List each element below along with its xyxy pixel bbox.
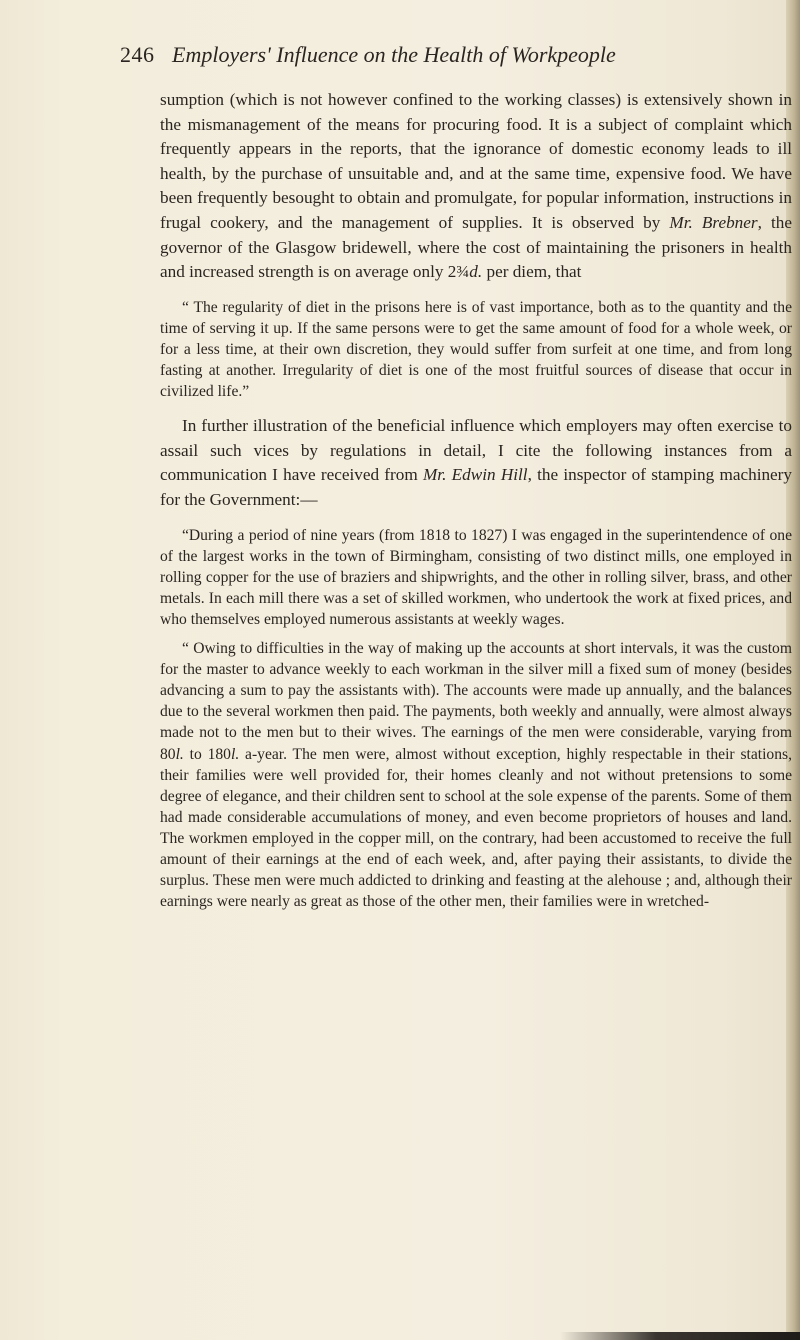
text-run: “During a period of nine years (from 1818 to 1827) I was engaged in the superintendence of one of the largest works in the town of Birmingham, consisting of two distinct mills, one employed in rolling copper for the use of braziers and shipwrights, and the other in rolling silver, brass, and other metals. In each mill there was a set of skilled workmen, who undertook the work at fixed prices, and who themselves employed numerous assistants at weekly wages.: [160, 526, 792, 628]
paragraph-gap: [160, 630, 792, 638]
text-run: , the inspector of stamping machinery for the Government:—: [160, 465, 793, 509]
quoted-paragraph: [160, 638, 792, 912]
body-paragraph: [160, 88, 792, 285]
text-run: per diem, that: [482, 262, 582, 282]
italic-text: d.: [469, 262, 483, 282]
text-run: “ The regularity of diet in the prisons here is of vast importance, both as to the quantity and the time of serving it up. If the same persons were to get the same amount of food for a whole week, or for a less time, at their own discretion, they would suffer from surfeit at one time, and from long fasting at another. Irregularity of diet is one of the most fruitful sources of disease that occur in civilized life.”: [160, 298, 792, 401]
text-run: to 180: [183, 745, 231, 763]
quoted-paragraph: [160, 525, 792, 630]
page-number: 246: [120, 42, 155, 67]
text-run: , the governor of the Glasgow bridewell, where the cost of maintaining the prisoners in health and increased strength is on average only 2¾: [160, 212, 793, 282]
italic-text: Mr. Edwin Hill: [422, 465, 528, 485]
text-column: [160, 88, 792, 912]
paragraph-gap: [160, 402, 792, 414]
text-run: “ Owing to difficulties in the way of making up the accounts at short intervals, it was the custom for the master to advance weekly to each workman in the silver mill a fixed sum of money (besides advancing a sum to pay the assistants with). The accounts were made up annually, and the balances due to the several workmen then paid. The payments, both weekly and annually, were almost always made not to the men but to their wives. The earnings of the men were considerable, varying from 80: [160, 640, 792, 763]
italic-text: Mr. Brebner: [669, 212, 758, 232]
quoted-paragraph: [160, 297, 792, 402]
running-head: [120, 40, 680, 70]
text-run: a-year. The men were, almost without exception, highly respectable in their stations, their families were well provided for, their homes cleanly and not without pretensions to some degree of elegance, and their children sent to school at the sole expense of the parents. Some of them had made considerable accumulations of money, and even become proprietors of houses and land. The workmen employed in the copper mill, on the contrary, had been accustomed to receive the full amount of their earnings at the end of each week, and, after paying their assistants, to divide the surplus. These men were much addicted to drinking and feasting at the alehouse ; and, although their earnings were nearly as great as those of the other men, their families were in wretched-: [160, 745, 792, 911]
italic-text: l.: [230, 745, 240, 763]
text-run: In further illustration of the beneficial influence which employers may often exercise to assail such vices by regulations in detail, I cite the following instances from a communication I have received from: [160, 416, 792, 485]
paragraph-gap: [160, 285, 792, 297]
italic-text: l.: [175, 745, 184, 763]
running-title: Employers' Influence on the Health of Workpeople: [172, 42, 616, 67]
paragraph-gap: [160, 513, 792, 525]
text-run: sumption (which is not however confined to the working classes) is extensively shown in the mismanagement of the means for procuring food. It is a subject of complaint which frequently appears in the reports, that the ignorance of domestic economy leads to ill health, by the purchase of unsuitable and, and at the same time, expensive food. We have been frequently besought to obtain and promulgate, for popular information, instructions in frugal cookery, and the management of supplies. It is observed by: [160, 90, 792, 232]
page-bottom-edge: [560, 1332, 800, 1340]
body-paragraph: [160, 414, 792, 512]
